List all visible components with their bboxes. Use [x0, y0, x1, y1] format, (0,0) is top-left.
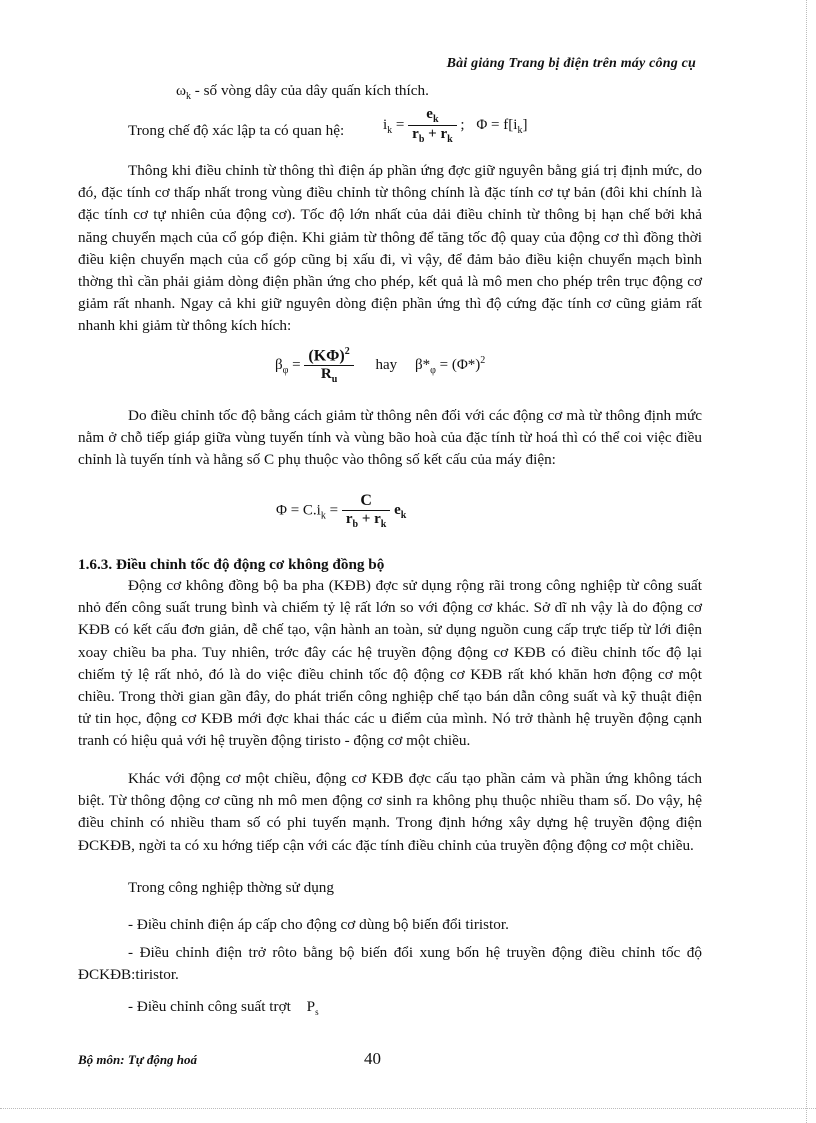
equation-2: $\beta_\varphi$ = $\frac{(K\Phi)^2}{R_u}$ hay $\beta*_\varphi = (\Phi*)^2$ [275, 346, 486, 386]
running-header: Bài giảng Trang bị điện trên máy công cụ [446, 56, 696, 71]
paragraph-industry-use: Trong công nghiệp thờng sử dụng [128, 879, 334, 896]
definition-line: $\omega_k$ - số vòng dây của dây quấn kích thích. [176, 82, 429, 103]
paragraph-flux-control: Thông khi điều chỉnh từ thông thì điện áp phần ứng đợc giữ nguyên bằng giá trị định mức, do đó, đặc tính cơ thấp nhất trong vùng điều chỉnh từ thông chính là đặc tính cơ tự bản (đôi khi chính là đặc tính cơ tự nhiên của động cơ). Tốc độ lớn nhất của dải điều chỉnh từ thông bị hạn chế bởi khả năng chuyển mạch của cổ góp điện. Khi giảm từ thông để tăng tốc độ quay của động cơ thì đồng thời điều kiện chuyển mạch của cổ góp cũng bị xấu đi, vì vậy, để đảm bảo điều kiện chuyển mạch bình thờng thì cần phải giảm dòng điện phần ứng cho phép, kết quả là mô men cho phép trên trục động cơ giảm rất nhanh. Ngay cả khi giữ nguyên dòng điện phần ứng thì độ cứng đặc tính cơ cũng giảm rất nhanh khi giảm từ thông kích hích: [78, 162, 702, 335]
paragraph-linear-region: Do điều chỉnh tốc độ bằng cách giảm từ thông nên đối với các động cơ mà từ thông định mức nằm ở chỗ tiếp giáp giữa vùng tuyến tính và vùng bão hoà của đặc tính từ hoá thì có thể coi việc điều chỉnh là tuyến tính và hằng số C phụ thuộc vào thông số kết cấu của máy điện: [78, 407, 702, 469]
equation-1-intro: Trong chế độ xác lập ta có quan hệ: [128, 122, 345, 139]
equation-1: $i_k$ = $\frac{e_k}{r_b + r_k}$ ; $\Phi = f[i_k]$ [383, 106, 528, 145]
equation-3: $\Phi = C.i_k$ = $\frac{C}{r_b + r_k}$ $e_k$ [276, 492, 407, 530]
paragraph-differences: Khác với động cơ một chiều, động cơ KĐB đợc cấu tạo phần cảm và phần ứng không tách biệt. Từ thông động cơ cũng nh mô men động cơ sinh ra không phụ thuộc nhiều tham số. Do vậy, hệ điều chỉnh có nhiều tham số có phi tuyến mạnh. Trong định hớng xây dựng hệ truyền động điện ĐCKĐB, ngời ta có xu hớng tiếp cận với các đặc tính điều chỉnh của truyền động động cơ một chiều. [78, 770, 702, 854]
fraction-kphi-over-ru: $\frac{(K\Phi)^2}{R_u}$ [304, 346, 353, 385]
footer-department: Bộ môn: Tự động hoá [78, 1052, 198, 1067]
section-heading: 1.6.3. Điều chỉnh tốc độ động cơ không đồng bộ [78, 556, 385, 573]
fraction-c-over-rb-rk: $\frac{C}{r_b + r_k}$ [342, 492, 391, 530]
paragraph-induction-motor: Động cơ không đồng bộ ba pha (KĐB) đợc sử dụng rộng rãi trong công nghiệp từ công suất nhỏ đến công suất trung bình và chiếm tỷ lệ rất lớn so với động cơ khác. Sở dĩ nh vậy là do động cơ KĐB có kết cấu đơn giản, dễ chế tạo, vận hành an toàn, sử dụng nguồn cung cấp trực tiếp từ lới điện xoay chiều ba pha. Tuy nhiên, trớc đây các hệ truyền động động cơ KĐB có điều chỉnh tốc độ lại chiếm tỷ lệ rất nhỏ, đó là do việc điều chỉnh tốc độ động cơ KĐB rất khó khăn hơn động cơ một chiều. Trong thời gian gần đây, do phát triển công nghiệp chế tạo bán dẫn công suất và kỹ thuật điện tử tin học, động cơ KĐB mới đợc khai thác các u điểm của mình. Nó trở thành hệ truyền động cạnh tranh có hiệu quả với hệ truyền động tiristo - động cơ một chiều. [78, 577, 702, 750]
omega-symbol: ω [176, 82, 186, 99]
fraction-ek-over-rb-rk: $\frac{e_k}{r_b + r_k}$ [408, 106, 457, 145]
list-item: - Điều chỉnh điện trở rôto bằng bộ biến đổi xung bốn hệ truyền động điều chỉnh tốc độ ĐCKĐB:tiristor. [78, 944, 702, 984]
list-item: - Điều chỉnh công suất trợt $P_s$ [128, 998, 319, 1018]
page-border-right [806, 0, 807, 1123]
list-item: - Điều chỉnh điện áp cấp cho động cơ dùng bộ biến đổi tiristor. [128, 916, 509, 933]
page-number: 40 [364, 1049, 381, 1068]
definition-text: - số vòng dây của dây quấn kích thích. [194, 82, 429, 99]
page-border-bottom [0, 1108, 816, 1109]
